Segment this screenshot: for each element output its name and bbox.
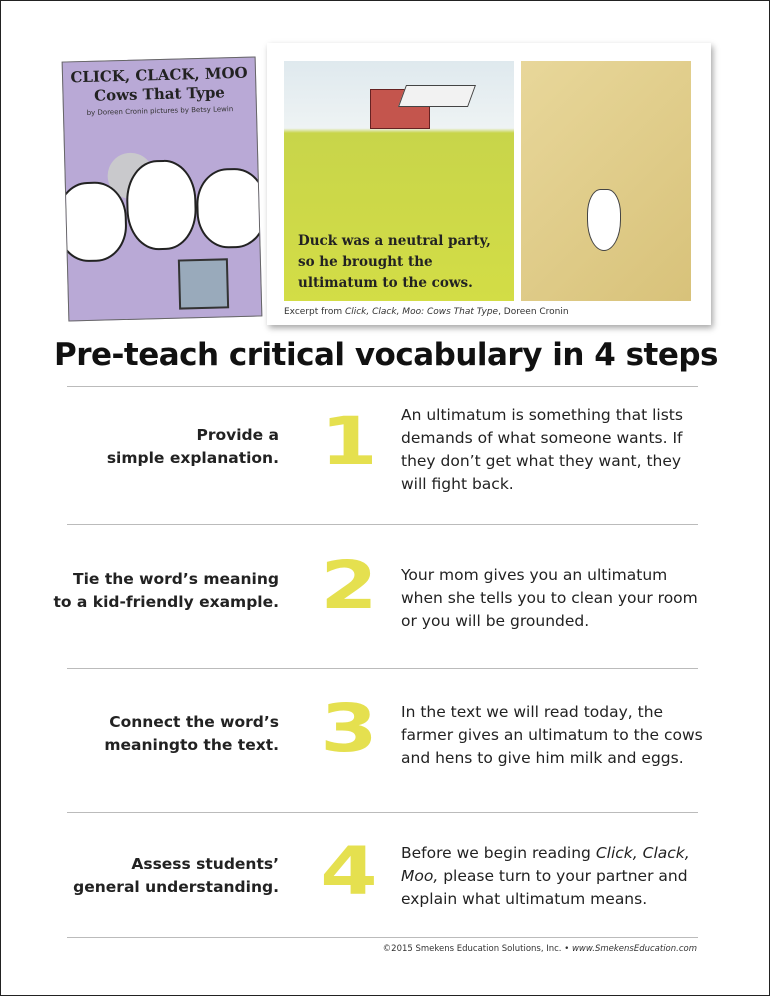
cow-illustration <box>62 181 128 263</box>
step-2-label <box>39 568 279 614</box>
divider <box>67 668 698 669</box>
caption-prefix: Excerpt from <box>284 307 345 317</box>
barn-illustration <box>284 61 514 301</box>
label-line: to a kid-friendly example. <box>53 593 279 611</box>
footer-url[interactable]: www.SmekensEducation.com <box>571 944 697 954</box>
cover-byline: by Doreen Cronin pictures by Betsy Lewin <box>86 105 234 117</box>
cow-illustration <box>195 167 262 249</box>
duck-icon <box>587 189 621 251</box>
step-1-label <box>39 424 279 470</box>
cow-illustration <box>125 159 197 251</box>
excerpt-caption <box>284 307 569 317</box>
cover-title-line: CLICK, CLACK, MOO <box>70 63 248 87</box>
divider <box>67 524 698 525</box>
excerpt-quote: Duck was a neutral party, so he brought the ultimatum to the cows. <box>298 233 491 291</box>
divider <box>67 812 698 813</box>
label-line: Provide a <box>196 426 279 444</box>
cover-title <box>63 64 256 107</box>
book-title-italic: Click, Clack, Moo, <box>401 844 690 885</box>
page-title: Pre-teach critical vocabulary in 4 steps <box>53 337 719 373</box>
caption-title: Click, Clack, Moo: Cows That Type <box>344 307 499 317</box>
barn-roof <box>398 85 476 107</box>
step-1-number: 1 <box>320 403 378 480</box>
divider <box>67 937 698 938</box>
caption-suffix: , Doreen Cronin <box>498 307 569 317</box>
duck-illustration <box>521 61 691 301</box>
label-line: Tie the word’s meaning <box>73 570 279 588</box>
excerpt-panel <box>267 43 711 325</box>
step-2-number: 2 <box>320 547 378 624</box>
step-4-number: 4 <box>320 833 378 910</box>
step-4-label <box>39 853 279 899</box>
cover-title-line: Cows That Type <box>93 83 226 105</box>
step-3-number: 3 <box>320 690 378 767</box>
copyright: ©2015 Smekens Education Solutions, Inc. • <box>382 944 572 954</box>
step-4-text <box>401 842 711 911</box>
divider <box>67 386 698 387</box>
book-cover-image <box>62 57 263 322</box>
text-part: please turn to your partner and explain what ultimatum means. <box>401 867 688 908</box>
label-line: Assess students’ <box>131 855 279 873</box>
label-line: meaningto the text. <box>104 736 279 754</box>
text-part: Before we begin reading <box>401 844 596 862</box>
step-3-text: In the text we will read today, the farmer gives an ultimatum to the cows and hens to give him milk and eggs. <box>401 703 703 767</box>
label-line: Connect the word’s <box>109 713 279 731</box>
step-2-text: Your mom gives you an ultimatum when she tells you to clean your room or you will be grounded. <box>401 566 698 630</box>
label-line: simple explanation. <box>106 449 279 467</box>
typewriter-illustration <box>178 258 229 309</box>
footer <box>383 944 697 954</box>
step-1-text: An ultimatum is something that lists demands of what someone wants. If they don’t get what they want, they will fight back. <box>401 406 683 493</box>
step-3-label <box>39 711 279 757</box>
label-line: general understanding. <box>73 878 279 896</box>
